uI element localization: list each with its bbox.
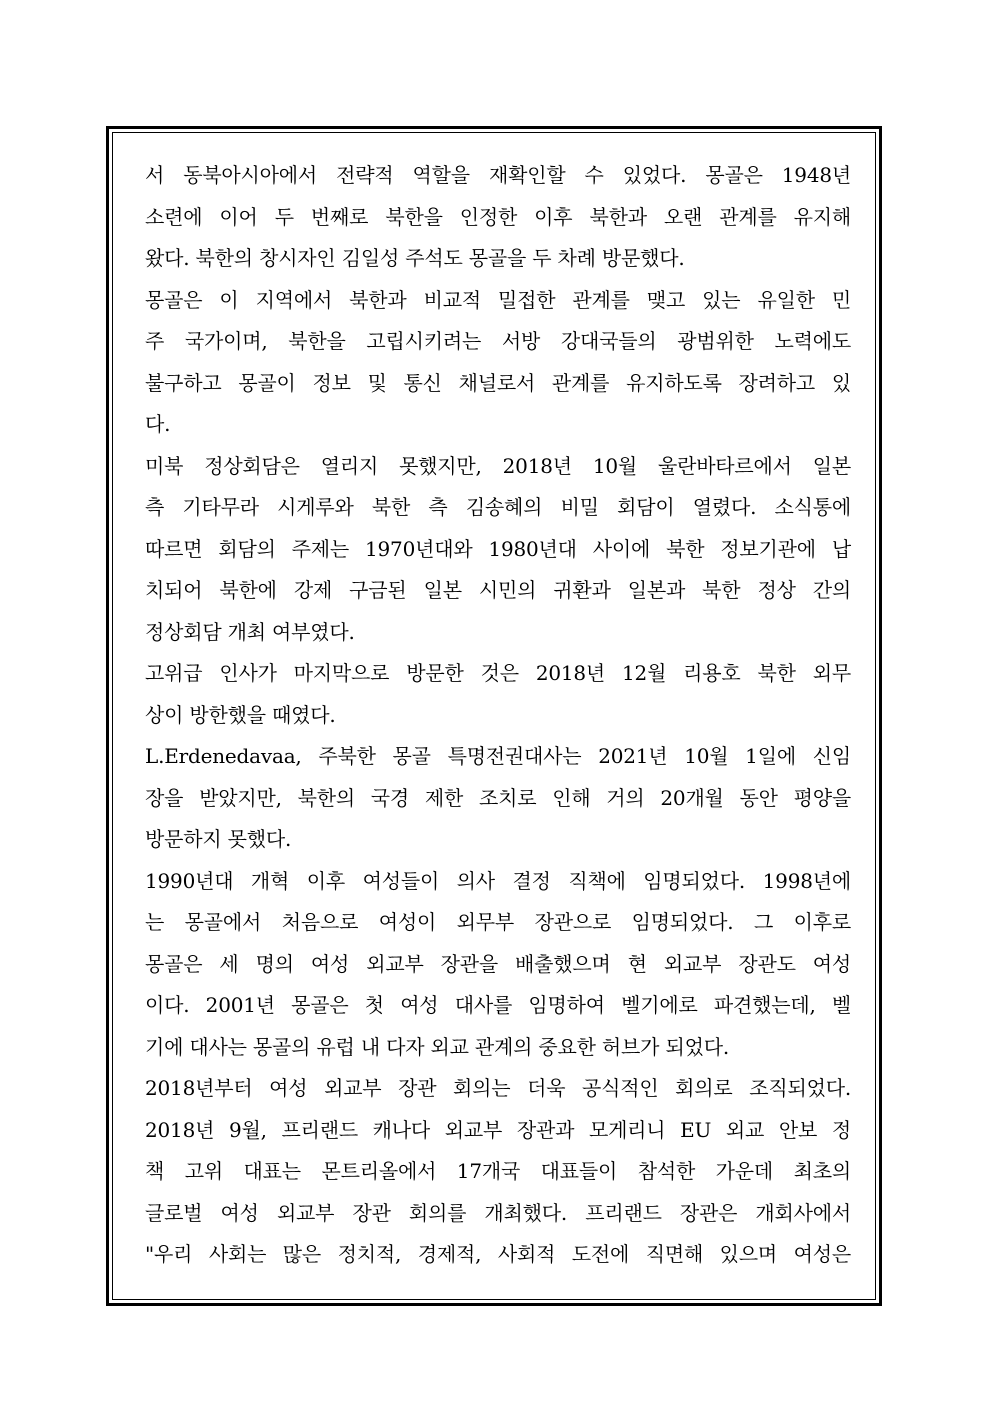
text-line: 이다. 2001년 몽골은 첫 여성 대사를 임명하여 벨기에로 파견했는데, 벨 — [145, 993, 851, 1017]
text-line: 는 몽골에서 처음으로 여성이 외무부 장관으로 임명되었다. 그 이후로 — [145, 910, 851, 934]
text-line: 소련에 이어 두 번째로 북한을 인정한 이후 북한과 오랜 관계를 유지해 — [145, 204, 851, 229]
paragraph — [145, 155, 851, 280]
text-line: 서 동북아시아에서 전략적 역할을 재확인할 수 있었다. 몽골은 1948년 — [145, 163, 851, 187]
document-body — [145, 155, 851, 1276]
text-line: 치되어 북한에 강제 구금된 일본 시민의 귀환과 일본과 북한 정상 간의 — [145, 578, 851, 602]
text-line: 장을 받았지만, 북한의 국경 제한 조치로 인해 거의 20개월 동안 평양을 — [145, 785, 851, 810]
text-line: 정상회담 개최 여부였다. — [145, 619, 355, 644]
text-line: 주 국가이며, 북한을 고립시키려는 서방 강대국들의 광범위한 노력에도 — [145, 329, 851, 353]
paragraph — [145, 1068, 851, 1276]
paragraph — [145, 653, 851, 736]
text-line: 2018년 9월, 프리랜드 캐나다 외교부 장관과 모게리니 EU 외교 안보 정 — [145, 1117, 851, 1142]
text-line: 따르면 회담의 주제는 1970년대와 1980년대 사이에 북한 정보기관에 납 — [145, 536, 851, 561]
text-line: L.Erdenedavaa, 주북한 몽골 특명전권대사는 2021년 10월 1일에 신임 — [145, 744, 851, 768]
text-line: 왔다. 북한의 창시자인 김일성 주석도 몽골을 두 차례 방문했다. — [145, 246, 685, 270]
text-line: 다. — [145, 412, 171, 436]
text-line: 측 기타무라 시게루와 북한 측 김송혜의 비밀 회담이 열렸다. 소식통에 — [145, 495, 851, 519]
text-line: 고위급 인사가 마지막으로 방문한 것은 2018년 12월 리용호 북한 외무 — [145, 661, 851, 685]
text-line: 상이 방한했을 때였다. — [145, 702, 336, 727]
text-line: 기에 대사는 몽골의 유럽 내 다자 외교 관계의 중요한 허브가 되었다. — [145, 1034, 729, 1059]
text-line: 몽골은 세 명의 여성 외교부 장관을 배출했으며 현 외교부 장관도 여성 — [145, 951, 851, 976]
text-line: 몽골은 이 지역에서 북한과 비교적 밀접한 관계를 맺고 있는 유일한 민 — [145, 287, 851, 312]
text-line: 미북 정상회담은 열리지 못했지만, 2018년 10월 울란바타르에서 일본 — [145, 453, 851, 478]
paragraph — [145, 736, 851, 861]
paragraph — [145, 280, 851, 446]
text-line: 불구하고 몽골이 정보 및 통신 채널로서 관계를 유지하도록 장려하고 있 — [145, 370, 851, 395]
text-line: 1990년대 개혁 이후 여성들이 의사 결정 직책에 임명되었다. 1998년에 — [145, 868, 851, 893]
paragraph — [145, 861, 851, 1069]
page-border-frame — [106, 126, 882, 1306]
paragraph — [145, 446, 851, 654]
text-line: 방문하지 못했다. — [145, 827, 292, 851]
text-line: 글로벌 여성 외교부 장관 회의를 개최했다. 프리랜드 장관은 개회사에서 — [145, 1200, 851, 1225]
text-line: 2018년부터 여성 외교부 장관 회의는 더욱 공식적인 회의로 조직되었다. — [145, 1076, 851, 1100]
text-line: "우리 사회는 많은 정치적, 경제적, 사회적 도전에 직면해 있으며 여성은 — [145, 1242, 851, 1266]
text-line: 책 고위 대표는 몬트리올에서 17개국 대표들이 참석한 가운데 최초의 — [145, 1159, 851, 1183]
